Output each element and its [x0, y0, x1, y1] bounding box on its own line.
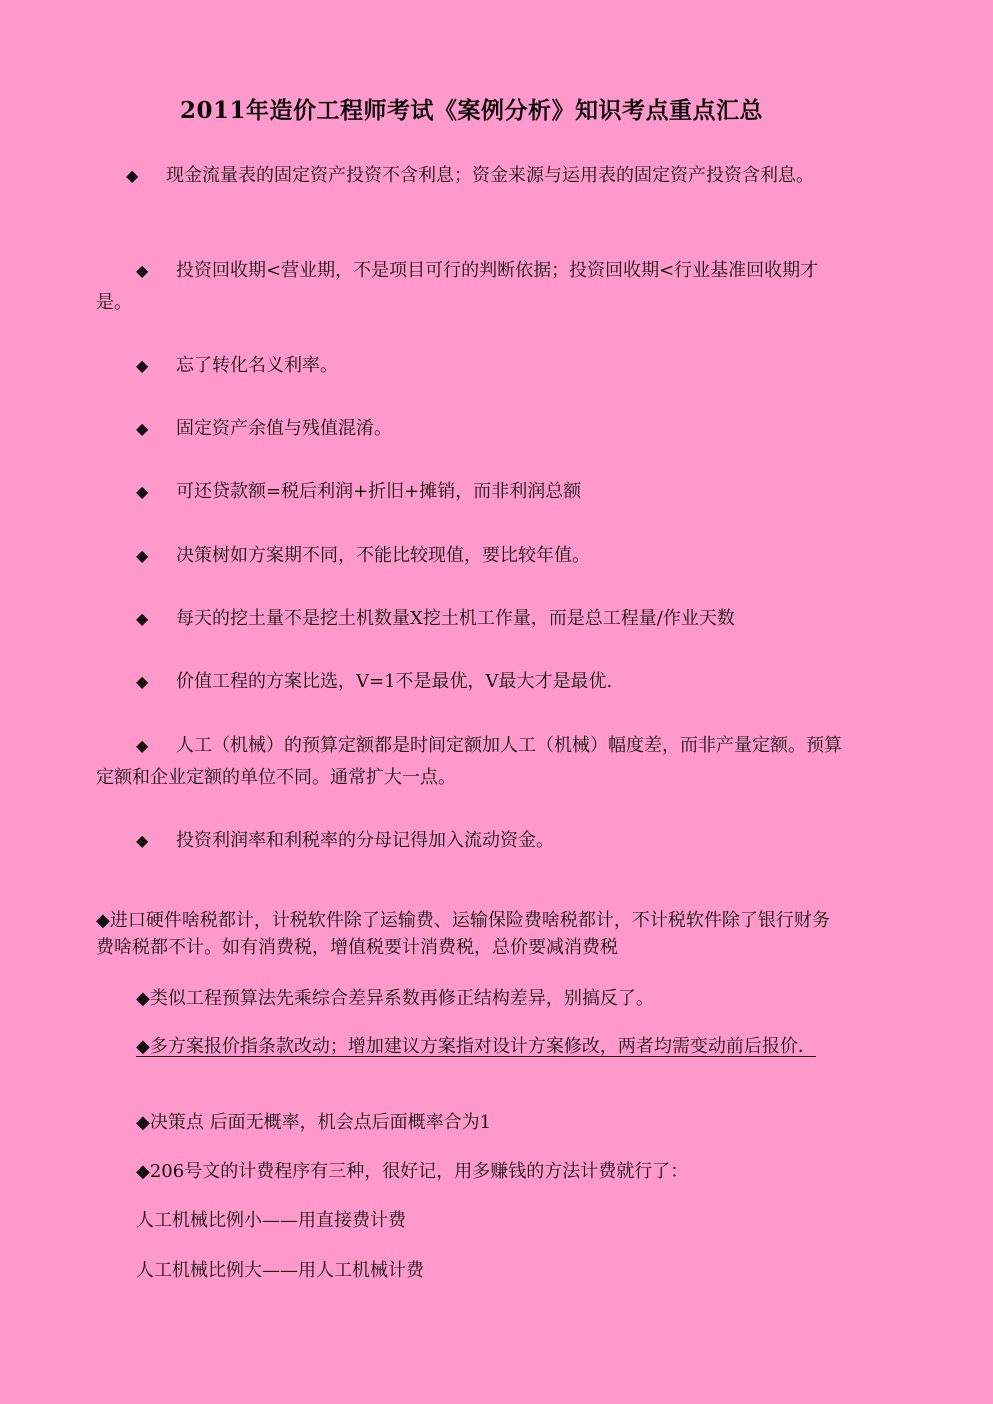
list-item [96, 160, 846, 192]
diamond-bullet-icon: ◆ [136, 482, 149, 501]
note-paragraph: ◆决策点 后面无概率，机会点后面概率合为1 [136, 1112, 492, 1133]
diamond-bullet-icon: ◆ [136, 736, 149, 755]
list-item [96, 730, 846, 794]
list-item [96, 825, 846, 857]
list-item [96, 540, 846, 572]
note-paragraph: ◆类似工程预算法先乘综合差异系数再修正结构差异，别搞反了。 [136, 988, 654, 1009]
underlined-text: ◆多方案报价指条款改动；增加建议方案指对设计方案修改，两者均需变动前后报价． [136, 1036, 816, 1057]
diamond-bullet-icon: ◆ [136, 672, 149, 691]
note-paragraph: ◆进口硬件啥税都计，计税软件除了运输费、运输保险费啥税都计，不计税软件除了银行财务费啥税都不计。如有消费税，增值税要计消费税，总价要减消费税 [96, 910, 830, 958]
list-item-text: 忘了转化名义利率。 [176, 355, 338, 376]
diamond-bullet-icon: ◆ [136, 831, 149, 850]
note-paragraph [96, 1031, 846, 1063]
note-paragraph: ◆206号文的计费程序有三种，很好记，用多赚钱的方法计费就行了： [136, 1161, 689, 1182]
list-item [96, 603, 846, 635]
list-item-text: 投资回收期<营业期，不是项目可行的判断依据；投资回收期<行业基准回收期才是。 [96, 260, 819, 313]
list-item-text: 可还贷款额=税后利润+折旧+摊销，而非利润总额 [176, 481, 582, 502]
list-item [96, 666, 846, 698]
note-paragraph: 人工机械比例小——用直接费计费 [136, 1210, 406, 1231]
list-item-text: 决策树如方案期不同，不能比较现值，要比较年值。 [176, 545, 590, 566]
note-paragraph: 人工机械比例大——用人工机械计费 [136, 1260, 424, 1281]
list-item-text: 现金流量表的固定资产投资不含利息；资金来源与运用表的固定资产投资含利息。 [166, 165, 814, 186]
list-item-text: 每天的挖土量不是挖土机数量X挖土机工作量，而是总工程量/作业天数 [176, 608, 735, 629]
diamond-bullet-icon: ◆ [126, 166, 139, 185]
diamond-bullet-icon: ◆ [136, 261, 149, 280]
list-item-text: 固定资产余值与残值混淆。 [176, 418, 392, 439]
diamond-bullet-icon: ◆ [136, 546, 149, 565]
diamond-bullet-icon: ◆ [136, 356, 149, 375]
list-item [96, 350, 846, 382]
list-item-text: 投资利润率和利税率的分母记得加入流动资金。 [176, 830, 554, 851]
diamond-bullet-icon: ◆ [136, 419, 149, 438]
list-item [96, 413, 846, 445]
diamond-bullet-icon: ◆ [136, 609, 149, 628]
list-item [96, 255, 846, 319]
page-title: 2011年造价工程师考试《案例分析》知识考点重点汇总 [179, 97, 763, 124]
list-item-text: 价值工程的方案比选，V=1不是最优，V最大才是最优. [176, 671, 613, 692]
list-item-text: 人工（机械）的预算定额都是时间定额加人工（机械）幅度差，而非产量定额。预算定额和企业定额的单位不同。通常扩大一点。 [96, 735, 842, 788]
list-item [96, 476, 846, 508]
